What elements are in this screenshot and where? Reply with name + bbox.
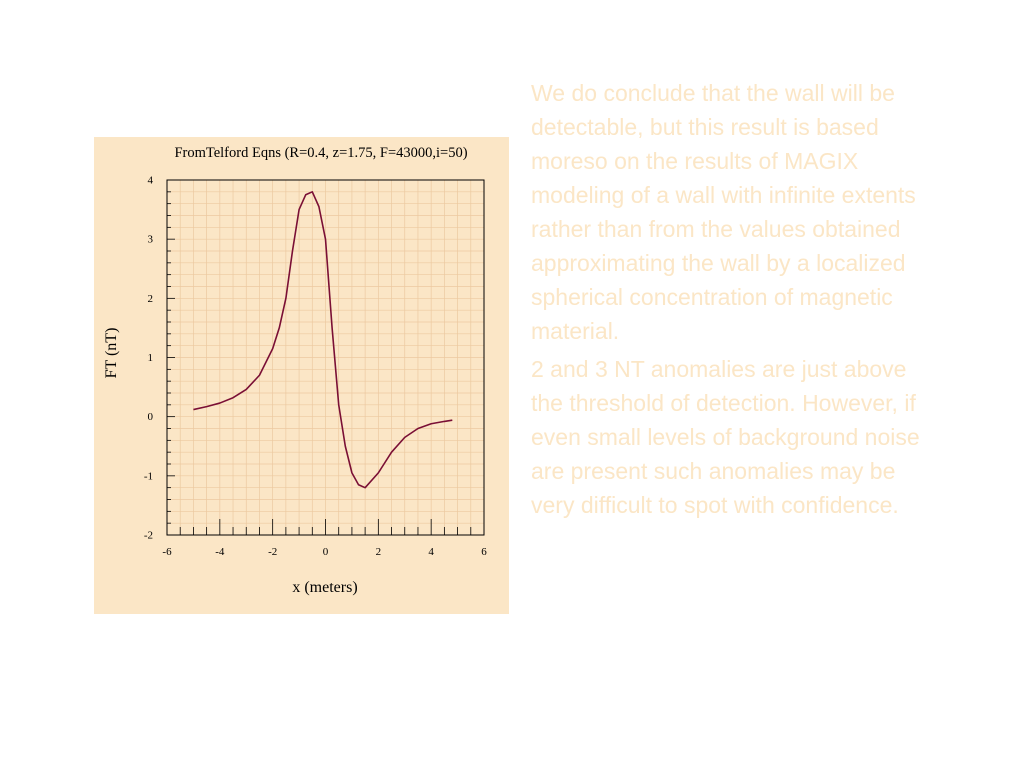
x-tick-label: -4 xyxy=(215,546,225,558)
x-tick-label: 2 xyxy=(375,546,382,558)
y-tick-label: 1 xyxy=(147,352,153,364)
y-tick-label: -1 xyxy=(143,470,153,483)
y-tick-label: 2 xyxy=(147,292,153,305)
paragraph-conclusion: We do conclude that the wall will be detectable, but this result is based moreso on the results of MAGIX modeling of a wall with infinite extents rather than from the values obtained approximating the wall by a localized spherical concentration of magnetic material. xyxy=(531,80,916,344)
chart-title: FromTelford Eqns (R=0.4, z=1.75, F=43000,i=50) xyxy=(174,145,468,161)
line-chart xyxy=(94,137,509,614)
series-line xyxy=(193,192,452,488)
chart-grid xyxy=(167,180,484,535)
chart-series xyxy=(193,192,452,488)
x-tick-label: 6 xyxy=(481,546,487,558)
x-tick-label: -6 xyxy=(162,546,172,558)
x-axis-label: x (meters) xyxy=(292,579,358,596)
body-text xyxy=(531,76,931,526)
x-tick-label: 4 xyxy=(428,546,434,558)
paragraph-anomalies: 2 and 3 NT anomalies are just above the threshold of detection. However, if even small levels of background noise are present such anomalies may be very difficult to spot with confidence. xyxy=(531,356,920,518)
x-tick-label: -2 xyxy=(268,546,278,558)
y-tick-label: 4 xyxy=(147,174,153,187)
chart-ticks xyxy=(144,175,487,559)
y-axis-label: FT (nT) xyxy=(103,327,120,379)
chart-panel xyxy=(94,137,509,614)
y-tick-label: 3 xyxy=(147,233,153,246)
y-tick-label: 0 xyxy=(147,411,153,424)
x-tick-label: 0 xyxy=(322,546,329,558)
y-tick-label: -2 xyxy=(143,529,153,542)
